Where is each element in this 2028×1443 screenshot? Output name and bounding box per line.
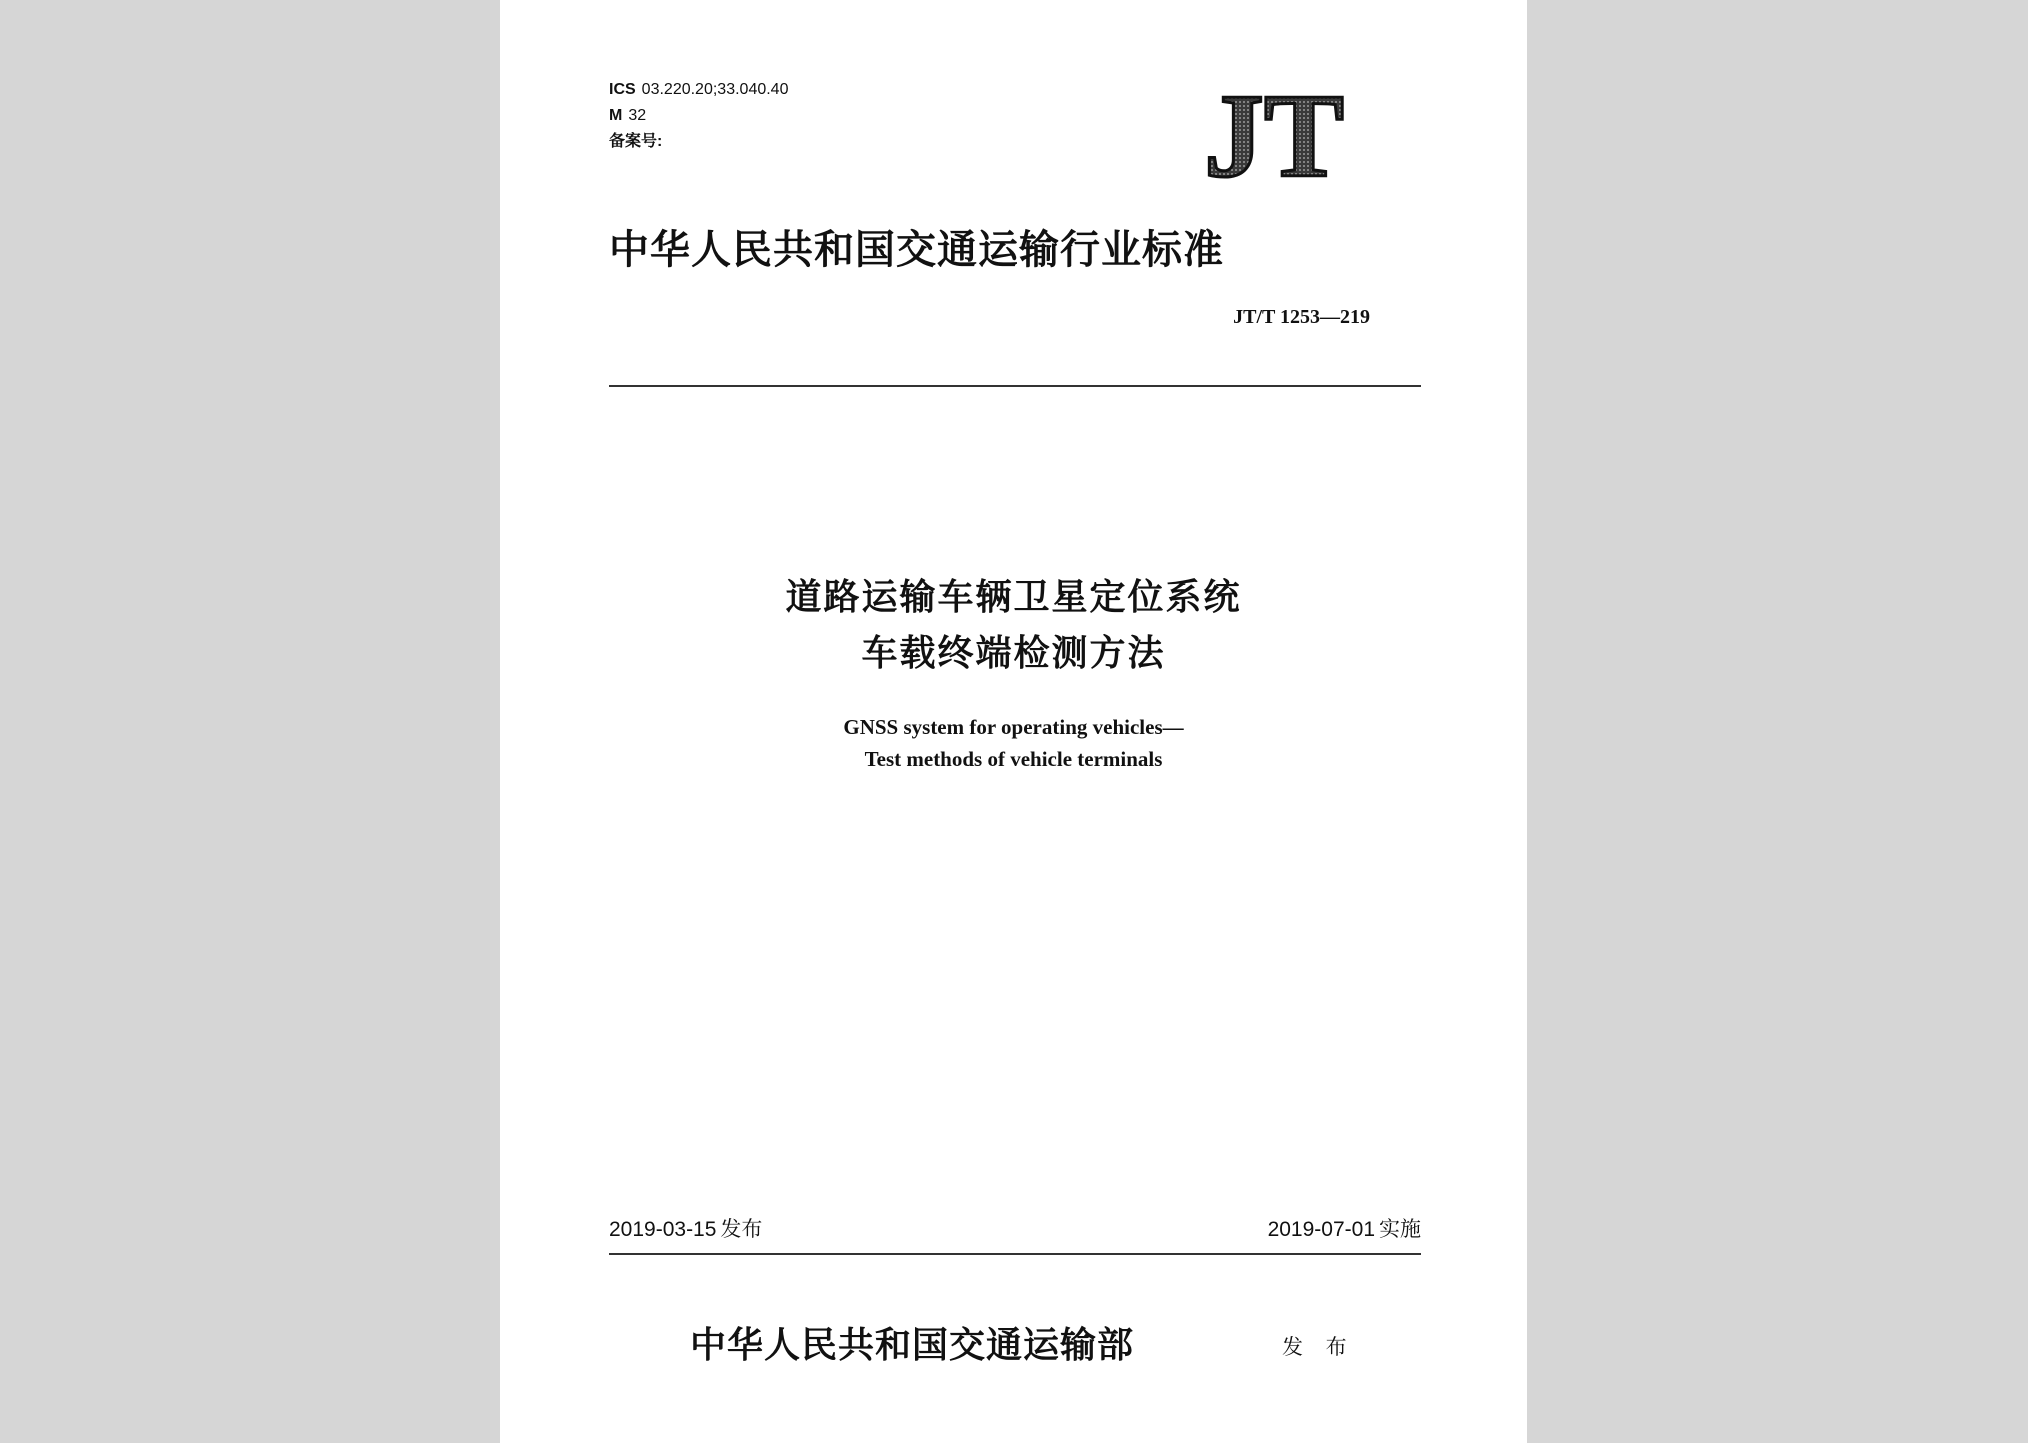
classification-code [609,106,646,126]
title-en-line-1: GNSS system for operating vehicles— [843,715,1184,739]
ics-code [609,80,788,100]
title-cn-line-2: 车载终端检测方法 [861,633,1166,674]
issue-date-label: 发布 [720,1217,763,1241]
footer-divider [609,1253,1421,1255]
issued-label: 发 布 [1282,1335,1355,1359]
standard-type: 中华人民共和国交通运输行业标准 [609,226,1224,273]
classification-value: 32 [628,107,647,124]
jt-logo [1174,80,1374,190]
ics-label: ICS [609,81,636,98]
document-page [500,0,1527,1443]
issue-date [609,1214,762,1245]
implementation-date-label: 实施 [1379,1217,1421,1241]
issue-date-value: 2019-03-15 [609,1218,717,1241]
title-en-line-2: Test methods of vehicle terminals [864,747,1163,771]
implementation-date [1268,1214,1421,1245]
record-label: 备案号: [609,133,663,150]
record-number [609,132,668,152]
logo-text: JT [1203,80,1345,190]
ics-value: 03.220.20;33.040.40 [641,81,789,98]
standard-number: JT/T 1253—219 [1233,306,1370,328]
title-cn-line-1: 道路运输车辆卫星定位系统 [785,577,1242,618]
implementation-date-value: 2019-07-01 [1267,1218,1375,1241]
issuing-authority: 中华人民共和国交通运输部 [690,1324,1135,1366]
header-divider [609,385,1421,387]
classification-label: M [609,107,623,124]
